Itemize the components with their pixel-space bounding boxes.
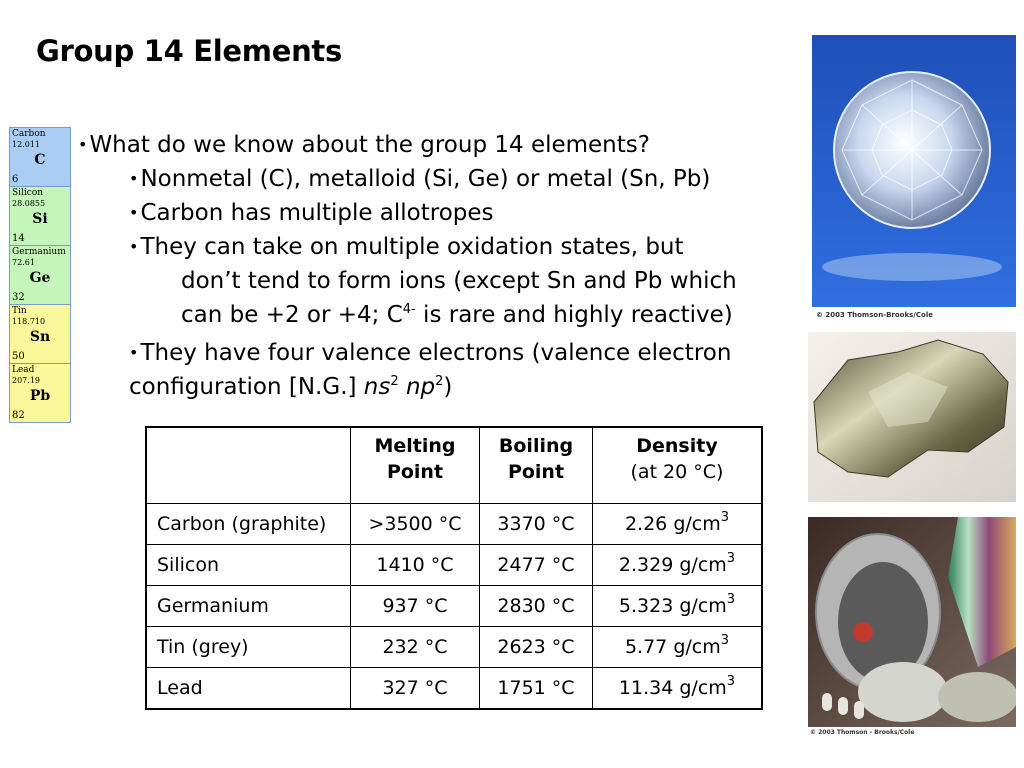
cell-density <box>593 586 763 627</box>
bullet-text: They have four valence electrons (valence electron <box>140 340 732 366</box>
bullet-text: Carbon has multiple allotropes <box>140 200 494 226</box>
element-symbol: Sn <box>29 329 51 345</box>
tin-lead-photo <box>808 517 1016 727</box>
cell-melting: 327 °C <box>351 668 480 710</box>
bullet-text: What do we know about the group 14 elements? <box>89 132 650 158</box>
orbital-ns: ns <box>363 374 391 400</box>
element-name: Carbon <box>12 129 46 139</box>
element-weight: 12.011 <box>12 140 40 149</box>
element-weight: 207.19 <box>12 376 40 385</box>
cell-density <box>593 668 763 710</box>
cell-boiling: 1751 °C <box>480 668 593 710</box>
density-value: 5.77 g/cm <box>624 636 721 658</box>
element-number: 6 <box>12 174 19 185</box>
bullet-text: They can take on multiple oxidation states, but <box>140 234 684 260</box>
element-cell-silicon <box>9 186 71 246</box>
table-row <box>146 668 762 710</box>
element-weight: 72.61 <box>12 258 35 267</box>
cell-boiling: 3370 °C <box>480 504 593 545</box>
header-text: Melting <box>374 435 456 457</box>
element-cell-tin <box>9 304 71 364</box>
bullet-text: can be +2 or +4; C <box>181 302 403 328</box>
bullet-valence: •They have four valence electrons (valence electron <box>129 340 732 366</box>
density-value: 2.26 g/cm <box>624 513 721 535</box>
diamond-photo <box>812 35 1016 307</box>
header-subtext: (at 20 °C) <box>630 461 724 483</box>
element-number: 50 <box>12 351 25 362</box>
element-cell-lead <box>9 363 71 423</box>
element-cell-carbon <box>9 127 71 187</box>
bullet-nonmetal: •Nonmetal (C), metalloid (Si, Ge) or metal (Sn, Pb) <box>129 166 711 192</box>
bullet-text: configuration [N.G.] <box>129 374 364 400</box>
cell-melting: 937 °C <box>351 586 480 627</box>
element-number: 32 <box>12 292 25 303</box>
bullet-text: is rare and highly reactive) <box>415 302 733 328</box>
cell-element: Germanium <box>146 586 351 627</box>
orbital-np: np <box>405 374 436 400</box>
slide-title: Group 14 Elements <box>36 34 342 68</box>
metals-caption: © 2003 Thomson - Brooks/Cole <box>810 729 915 736</box>
density-value: 11.34 g/cm <box>618 677 727 699</box>
superscript: 2 <box>435 374 444 389</box>
superscript: 3 <box>720 510 730 525</box>
table-row <box>146 586 762 627</box>
cell-melting: 232 °C <box>351 627 480 668</box>
element-name: Silicon <box>12 188 44 198</box>
element-weight: 28.0855 <box>12 199 46 208</box>
cell-boiling: 2477 °C <box>480 545 593 586</box>
header-text: Density <box>636 435 718 457</box>
superscript: 3 <box>726 674 736 689</box>
properties-table <box>145 426 763 710</box>
cell-boiling: 2623 °C <box>480 627 593 668</box>
cell-density <box>593 504 763 545</box>
cell-density <box>593 545 763 586</box>
header-text: Boiling <box>498 435 574 457</box>
superscript: 3 <box>720 633 730 648</box>
header-density <box>593 427 763 504</box>
element-number: 82 <box>12 410 25 421</box>
cell-density <box>593 627 763 668</box>
bullet-question: •What do we know about the group 14 elements? <box>78 132 650 158</box>
bullet-oxidation-line3 <box>181 298 733 332</box>
table-header-row <box>146 427 762 504</box>
element-name: Lead <box>12 365 35 375</box>
cell-melting: 1410 °C <box>351 545 480 586</box>
header-text: Point <box>386 461 444 483</box>
bullet-allotropes: •Carbon has multiple allotropes <box>129 200 494 226</box>
element-symbol: Si <box>32 211 48 227</box>
periodic-table-column <box>9 128 71 423</box>
silicon-photo <box>808 332 1016 502</box>
density-value: 5.323 g/cm <box>618 595 727 617</box>
element-weight: 118.710 <box>12 317 46 326</box>
element-symbol: C <box>34 152 46 168</box>
density-value: 2.329 g/cm <box>618 554 727 576</box>
element-cell-germanium <box>9 245 71 305</box>
cell-boiling: 2830 °C <box>480 586 593 627</box>
header-text: Point <box>507 461 565 483</box>
cell-melting: >3500 °C <box>351 504 480 545</box>
bullet-text: Nonmetal (C), metalloid (Si, Ge) or metal (Sn, Pb) <box>140 166 711 192</box>
superscript: 3 <box>726 592 736 607</box>
element-symbol: Ge <box>29 270 51 286</box>
table-row <box>146 545 762 586</box>
element-name: Tin <box>12 306 27 316</box>
bullet-oxidation: •They can take on multiple oxidation states, but <box>129 234 684 260</box>
superscript: 2 <box>390 374 399 389</box>
superscript-charge: 4- <box>402 302 416 317</box>
element-symbol: Pb <box>29 388 51 404</box>
cell-element: Silicon <box>146 545 351 586</box>
superscript: 3 <box>726 551 736 566</box>
cell-element: Carbon (graphite) <box>146 504 351 545</box>
bullet-text: ) <box>443 374 453 400</box>
element-name: Germanium <box>12 247 66 257</box>
header-empty <box>146 427 351 504</box>
bullet-oxidation-line2: don’t tend to form ions (except Sn and Pb which <box>181 268 737 294</box>
diamond-caption: © 2003 Thomson-Brooks/Cole <box>816 311 933 319</box>
element-number: 14 <box>12 233 25 244</box>
header-melting-point <box>351 427 480 504</box>
cell-element: Tin (grey) <box>146 627 351 668</box>
table-row <box>146 504 762 545</box>
table-row <box>146 627 762 668</box>
header-boiling-point <box>480 427 593 504</box>
bullet-valence-line2 <box>129 370 452 404</box>
cell-element: Lead <box>146 668 351 710</box>
